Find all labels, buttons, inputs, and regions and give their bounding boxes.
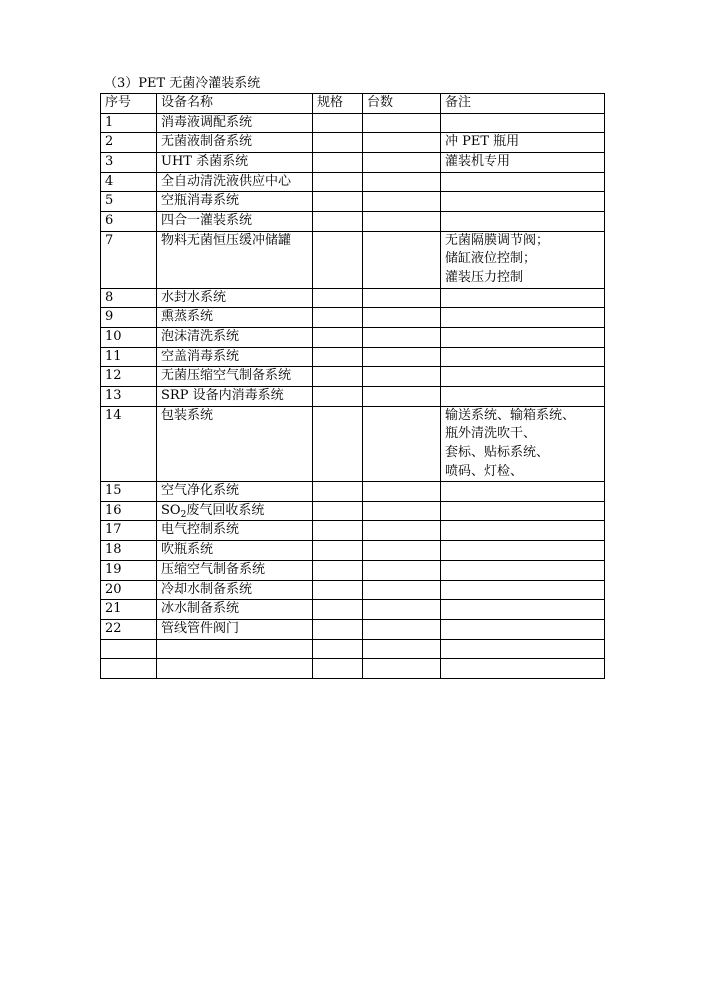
cell-equipment-name: 管线管件阀门: [157, 619, 313, 639]
cell-no: 18: [101, 541, 157, 561]
remark-line: 套标、贴标系统、: [445, 444, 550, 460]
cell-no: 3: [101, 153, 157, 173]
header-no: 序号: [101, 94, 157, 114]
cell-remarks: [441, 308, 605, 328]
cell-remarks: [441, 133, 605, 153]
cell-no: 12: [101, 367, 157, 387]
cell-spec: [313, 541, 363, 561]
section-title: （3）PET 无菌冷灌装系统: [104, 76, 261, 91]
cell-equipment-name: 压缩空气制备系统: [157, 560, 313, 580]
cell-equipment-name: 电气控制系统: [157, 521, 313, 541]
cell-equipment-name: [157, 501, 313, 521]
cell-equipment-name: 熏蒸系统: [157, 308, 313, 328]
cell-remarks: [441, 501, 605, 521]
cell-equipment-name: UHT 杀菌系统: [157, 153, 313, 173]
cell-remarks: [441, 192, 605, 212]
cell-spec: [313, 600, 363, 620]
cell-spec: [313, 133, 363, 153]
table-row: [101, 521, 605, 541]
cell-spec: [313, 212, 363, 232]
cell-qty: [363, 482, 441, 502]
cell-no: 22: [101, 619, 157, 639]
cell-no: 5: [101, 192, 157, 212]
cell-equipment-name: 冰水制备系统: [157, 600, 313, 620]
cell-remarks: [441, 482, 605, 502]
table-row: [101, 639, 605, 659]
cell-equipment-name: 空气净化系统: [157, 482, 313, 502]
table-row: [101, 288, 605, 308]
remark-line: 灌装压力控制: [445, 270, 524, 285]
cell-remarks: [441, 212, 605, 232]
cell-equipment-name: SRP 设备内消毒系统: [157, 387, 313, 407]
cell-no: 14: [101, 406, 157, 481]
cell-no: 2: [101, 133, 157, 153]
cell-spec: [313, 482, 363, 502]
cell-qty: [363, 133, 441, 153]
cell-remarks: [441, 580, 605, 600]
cell-spec: [313, 580, 363, 600]
remark-line: 储缸液位控制；: [445, 251, 537, 267]
cell-no: 19: [101, 560, 157, 580]
header-name: 设备名称: [157, 94, 313, 114]
table-body: [101, 113, 605, 678]
cell-no: 9: [101, 308, 157, 328]
cell-remarks: [441, 347, 605, 367]
table-row: [101, 172, 605, 192]
cell-qty: [363, 347, 441, 367]
cell-qty: [363, 619, 441, 639]
cell-remarks: [441, 172, 605, 192]
cell-spec: [313, 153, 363, 173]
table-row: [101, 133, 605, 153]
cell-no: 4: [101, 172, 157, 192]
cell-no: 10: [101, 327, 157, 347]
cell-remarks: [441, 231, 605, 288]
name-suffix: 废气回收系统: [186, 502, 265, 518]
cell-qty: [363, 212, 441, 232]
table-row: [101, 580, 605, 600]
cell-no: 15: [101, 482, 157, 502]
table-row: [101, 367, 605, 387]
remark-line: 瓶外清洗吹干、: [445, 426, 537, 442]
cell-no: 7: [101, 231, 157, 288]
cell-qty: [363, 541, 441, 561]
cell-equipment-name: 包装系统: [157, 406, 313, 481]
table-row: [101, 113, 605, 133]
table-row: [101, 600, 605, 620]
cell-remarks: [441, 153, 605, 173]
cell-qty: [363, 560, 441, 580]
cell-no: 17: [101, 521, 157, 541]
cell-equipment-name: 物料无菌恒压缓冲储罐: [157, 231, 313, 288]
name-subscript: 2: [180, 509, 187, 520]
cell-spec: [313, 560, 363, 580]
cell-equipment-name: 空瓶消毒系统: [157, 192, 313, 212]
table-row: [101, 482, 605, 502]
cell-no: 11: [101, 347, 157, 367]
table-row: [101, 192, 605, 212]
cell-qty: [363, 387, 441, 407]
table-header-row: [101, 94, 605, 114]
cell-remarks: [441, 600, 605, 620]
cell-remarks: [441, 560, 605, 580]
cell-spec: [313, 288, 363, 308]
cell-spec: [313, 347, 363, 367]
remark-line: 无菌隔膜调节阀；: [445, 232, 550, 248]
cell-spec: [313, 192, 363, 212]
cell-no: [101, 659, 157, 679]
cell-remarks: [441, 288, 605, 308]
cell-qty: [363, 659, 441, 679]
cell-remarks: [441, 113, 605, 133]
cell-equipment-name: 冷却水制备系统: [157, 580, 313, 600]
cell-spec: [313, 619, 363, 639]
cell-no: 16: [101, 501, 157, 521]
cell-qty: [363, 192, 441, 212]
cell-spec: [313, 367, 363, 387]
cell-equipment-name: 吹瓶系统: [157, 541, 313, 561]
cell-spec: [313, 639, 363, 659]
cell-spec: [313, 308, 363, 328]
cell-spec: [313, 113, 363, 133]
cell-no: 8: [101, 288, 157, 308]
table-row: [101, 308, 605, 328]
cell-no: 6: [101, 212, 157, 232]
cell-qty: [363, 600, 441, 620]
cell-remarks: [441, 521, 605, 541]
cell-remarks: [441, 639, 605, 659]
equipment-table: [100, 93, 605, 679]
cell-qty: [363, 521, 441, 541]
cell-qty: [363, 308, 441, 328]
cell-equipment-name: 水封水系统: [157, 288, 313, 308]
table-row: [101, 541, 605, 561]
cell-equipment-name: 无菌液制备系统: [157, 133, 313, 153]
cell-spec: [313, 327, 363, 347]
cell-qty: [363, 639, 441, 659]
cell-qty: [363, 172, 441, 192]
cell-spec: [313, 406, 363, 481]
cell-remarks: [441, 367, 605, 387]
cell-remarks: [441, 619, 605, 639]
cell-qty: [363, 113, 441, 133]
cell-qty: [363, 406, 441, 481]
cell-remarks: [441, 387, 605, 407]
cell-remarks: [441, 541, 605, 561]
table-row: [101, 501, 605, 521]
cell-spec: [313, 231, 363, 288]
cell-remarks: [441, 659, 605, 679]
table-row: [101, 327, 605, 347]
cell-no: 20: [101, 580, 157, 600]
table-row: [101, 560, 605, 580]
table-row: [101, 153, 605, 173]
remark-line: 喷码、灯检、: [445, 463, 524, 479]
cell-spec: [313, 659, 363, 679]
cell-no: [101, 639, 157, 659]
cell-no: 21: [101, 600, 157, 620]
cell-equipment-name: [157, 659, 313, 679]
table-row: [101, 387, 605, 407]
cell-qty: [363, 327, 441, 347]
cell-qty: [363, 367, 441, 387]
cell-equipment-name: 泡沫清洗系统: [157, 327, 313, 347]
cell-equipment-name: [157, 639, 313, 659]
cell-remarks: [441, 406, 605, 481]
cell-equipment-name: 空盖消毒系统: [157, 347, 313, 367]
cell-no: 1: [101, 113, 157, 133]
cell-equipment-name: 无菌压缩空气制备系统: [157, 367, 313, 387]
name-prefix: SO: [161, 502, 181, 518]
cell-qty: [363, 153, 441, 173]
table-row: [101, 231, 605, 288]
cell-no: 13: [101, 387, 157, 407]
remark-line: 冲 PET 瓶用: [445, 134, 520, 150]
cell-spec: [313, 521, 363, 541]
cell-equipment-name: 全自动清洗液供应中心: [157, 172, 313, 192]
cell-qty: [363, 231, 441, 288]
header-spec: 规格: [313, 94, 363, 114]
cell-equipment-name: 四合一灌装系统: [157, 212, 313, 232]
cell-equipment-name: 消毒液调配系统: [157, 113, 313, 133]
remark-line: 输送系统、输箱系统、: [445, 407, 576, 423]
cell-qty: [363, 580, 441, 600]
table-row: [101, 619, 605, 639]
cell-spec: [313, 172, 363, 192]
remark-line: 灌装机专用: [445, 154, 511, 170]
cell-qty: [363, 501, 441, 521]
table-row: [101, 406, 605, 481]
table-row: [101, 347, 605, 367]
cell-spec: [313, 501, 363, 521]
cell-spec: [313, 387, 363, 407]
table-row: [101, 659, 605, 679]
header-qty: 台数: [363, 94, 441, 114]
cell-remarks: [441, 327, 605, 347]
table-row: [101, 212, 605, 232]
cell-qty: [363, 288, 441, 308]
header-remarks: 备注: [441, 94, 605, 114]
